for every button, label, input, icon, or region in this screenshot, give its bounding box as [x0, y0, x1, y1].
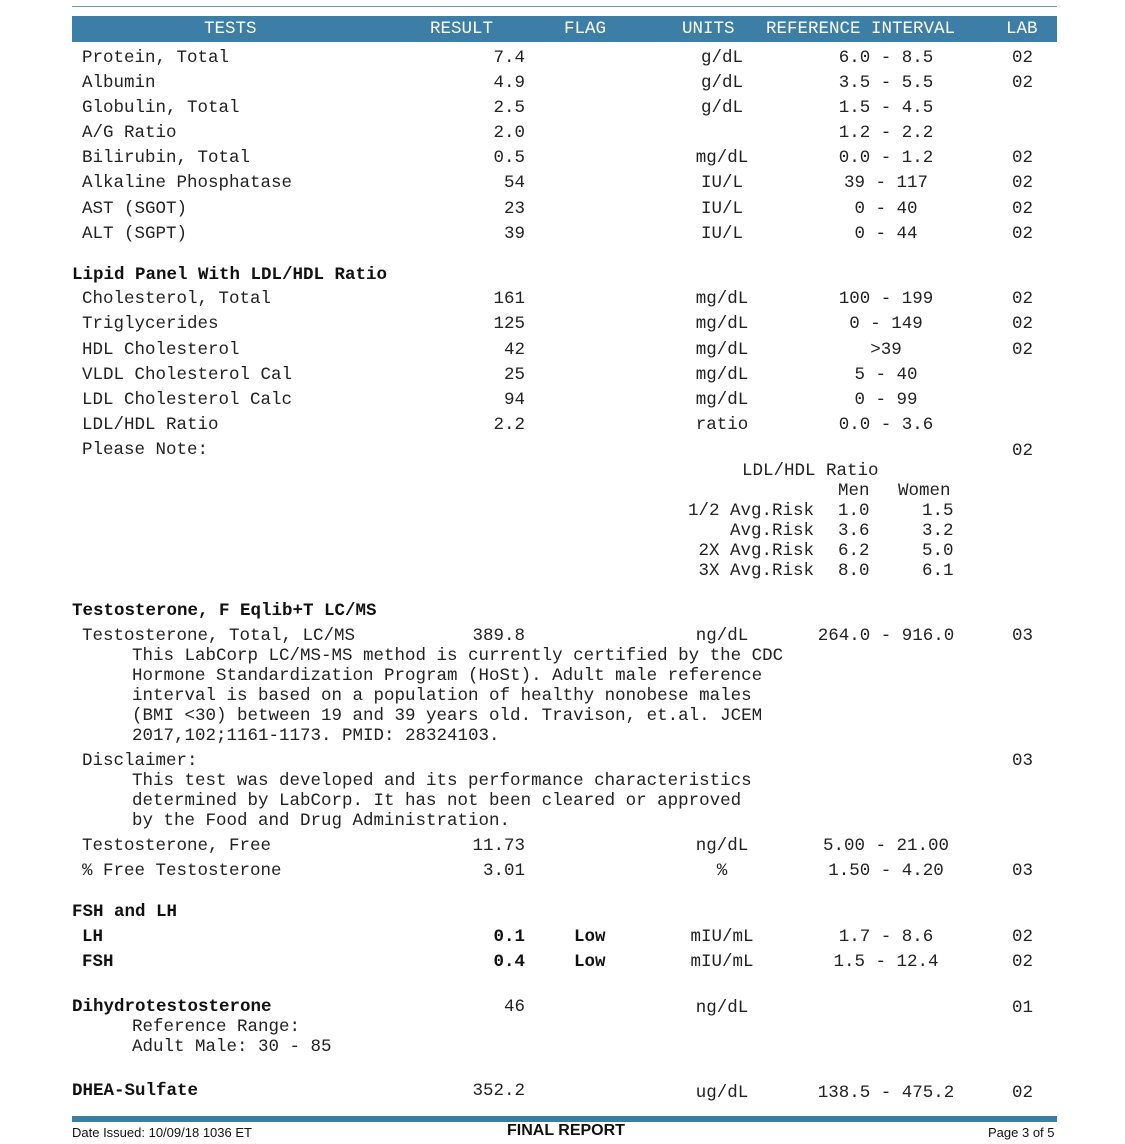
test-units: ug/dL [695, 1083, 749, 1103]
note-label: Please Note: [82, 440, 209, 460]
risk-men: 3.6 [838, 521, 870, 541]
section-title: Testosterone, F Eqlib+T LC/MS [72, 601, 377, 621]
section-title: Lipid Panel With LDL/HDL Ratio [72, 265, 388, 285]
test-lab: 02 [1012, 73, 1034, 93]
test-reference: 5.00 - 21.00 [822, 836, 950, 856]
test-units: ng/dL [695, 836, 749, 856]
test-result: 125 [493, 314, 525, 334]
test-lab: 03 [1012, 626, 1034, 646]
test-lab: 03 [1012, 861, 1034, 881]
risk-label: 3X Avg.Risk [698, 561, 814, 581]
test-units: mg/dL [695, 314, 749, 334]
test-reference: 1.5 - 12.4 [833, 952, 939, 972]
test-lab: 02 [1012, 314, 1034, 334]
section-title: Dihydrotestosterone [72, 997, 272, 1017]
risk-men: 6.2 [838, 541, 870, 561]
test-result: 0.1 [493, 927, 525, 947]
test-units: mIU/mL [690, 927, 754, 947]
test-units: mg/dL [695, 390, 749, 410]
test-units: mIU/mL [690, 952, 754, 972]
test-reference: 5 - 40 [854, 365, 918, 385]
test-reference: >39 [870, 340, 902, 360]
test-flag: Low [574, 952, 606, 972]
test-lab: 01 [1012, 998, 1034, 1018]
test-name: ALT (SGPT) [82, 224, 188, 244]
test-result: 23 [503, 199, 525, 219]
test-reference: 1.50 - 4.20 [828, 861, 944, 881]
test-reference: 6.0 - 8.5 [838, 48, 934, 68]
test-name: Protein, Total [82, 48, 230, 68]
test-name: Testosterone, Free [82, 836, 272, 856]
risk-women: 1.5 [922, 501, 954, 521]
test-result: 0.4 [493, 952, 525, 972]
risk-women: 6.1 [922, 561, 954, 581]
test-reference: 1.5 - 4.5 [838, 98, 934, 118]
test-reference: 264.0 - 916.0 [817, 626, 955, 646]
test-result: 25 [503, 365, 525, 385]
test-name: LH [82, 927, 104, 947]
test-name: HDL Cholesterol [82, 340, 240, 360]
top-rule [72, 6, 1057, 7]
test-units: g/dL [700, 73, 743, 93]
test-lab: 02 [1012, 952, 1034, 972]
test-lab: 02 [1012, 199, 1034, 219]
test-reference: 3.5 - 5.5 [838, 73, 934, 93]
test-units: mg/dL [695, 289, 749, 309]
test-units: IU/L [700, 224, 743, 244]
test-name: Globulin, Total [82, 98, 240, 118]
test-name: Cholesterol, Total [82, 289, 272, 309]
test-result: 4.9 [493, 73, 525, 93]
date-issued: Date Issued: 10/09/18 1036 ET [72, 1125, 252, 1140]
test-lab: 02 [1012, 927, 1034, 947]
test-name: Testosterone, Total, LC/MS [82, 626, 356, 646]
test-result: 11.73 [472, 836, 525, 856]
comment-line: (BMI <30) between 19 and 39 years old. Travison, et.al. JCEM [132, 706, 763, 726]
test-units: mg/dL [695, 365, 749, 385]
risk-label: 1/2 Avg.Risk [687, 501, 814, 521]
risk-title: LDL/HDL Ratio [742, 461, 879, 481]
header-units: UNITS [682, 19, 735, 39]
test-lab: 02 [1012, 340, 1034, 360]
header-flag: FLAG [564, 19, 607, 39]
risk-col-men: Men [838, 481, 870, 501]
section-title: FSH and LH [72, 902, 178, 922]
test-result: 2.5 [493, 98, 525, 118]
test-result: 2.2 [493, 415, 525, 435]
risk-col-women: Women [898, 481, 951, 501]
test-name: % Free Testosterone [82, 861, 282, 881]
test-name: LDL/HDL Ratio [82, 415, 219, 435]
test-result: 39 [503, 224, 525, 244]
test-reference: 0.0 - 1.2 [838, 148, 934, 168]
disclaimer-line: by the Food and Drug Administration. [132, 811, 511, 831]
test-result: 54 [503, 173, 525, 193]
risk-men: 8.0 [838, 561, 870, 581]
risk-women: 5.0 [922, 541, 954, 561]
test-units: ratio [695, 415, 749, 435]
test-units: ng/dL [695, 626, 749, 646]
test-lab: 02 [1012, 173, 1034, 193]
test-name: FSH [82, 952, 114, 972]
disclaimer-label: Disclaimer: [82, 751, 198, 771]
test-result: 0.5 [493, 148, 525, 168]
test-reference: 0 - 99 [854, 390, 918, 410]
header-reference: REFERENCE INTERVAL [766, 19, 956, 39]
test-lab: 02 [1012, 1083, 1034, 1103]
risk-women: 3.2 [922, 521, 954, 541]
risk-men: 1.0 [838, 501, 870, 521]
column-header-bar [72, 16, 1057, 42]
test-units: mg/dL [695, 340, 749, 360]
comment-line: interval is based on a population of healthy nonobese males [132, 686, 752, 706]
test-result: 389.8 [472, 626, 525, 646]
reference-range-value: Adult Male: 30 - 85 [132, 1037, 332, 1057]
test-reference: 1.7 - 8.6 [838, 927, 934, 947]
test-name: Alkaline Phosphatase [82, 173, 293, 193]
test-result: 42 [503, 340, 525, 360]
test-name: VLDL Cholesterol Cal [82, 365, 293, 385]
test-result: 161 [493, 289, 525, 309]
test-result: 94 [503, 390, 525, 410]
test-result: 7.4 [493, 48, 525, 68]
test-units: mg/dL [695, 148, 749, 168]
disclaimer-line: This test was developed and its performance characteristics [132, 771, 752, 791]
test-reference: 39 - 117 [843, 173, 928, 193]
risk-label: Avg.Risk [729, 521, 814, 541]
test-reference: 1.2 - 2.2 [838, 123, 934, 143]
test-result: 46 [503, 997, 525, 1017]
test-name: Bilirubin, Total [82, 148, 251, 168]
test-lab: 02 [1012, 148, 1034, 168]
header-lab: LAB [1006, 19, 1038, 39]
test-units: g/dL [700, 98, 743, 118]
test-reference: 0 - 40 [854, 199, 918, 219]
header-result: RESULT [430, 19, 494, 39]
test-reference: 100 - 199 [838, 289, 934, 309]
test-name: AST (SGOT) [82, 199, 188, 219]
test-lab: 02 [1012, 289, 1034, 309]
header-tests: TESTS [204, 19, 257, 39]
test-result: 2.0 [493, 123, 525, 143]
test-reference: 0.0 - 3.6 [838, 415, 934, 435]
risk-label: 2X Avg.Risk [698, 541, 814, 561]
comment-line: Hormone Standardization Program (HoSt). Adult male reference [132, 666, 763, 686]
test-units: IU/L [700, 199, 743, 219]
reference-range-label: Reference Range: [132, 1017, 301, 1037]
note-lab: 02 [1012, 441, 1034, 461]
comment-line: 2017,102;1161-1173. PMID: 28324103. [132, 726, 500, 746]
section-title: DHEA-Sulfate [72, 1081, 199, 1101]
test-reference: 0 - 149 [849, 314, 923, 334]
disclaimer-line: determined by LabCorp. It has not been cleared or approved [132, 791, 742, 811]
test-name: Triglycerides [82, 314, 219, 334]
disclaimer-lab: 03 [1012, 751, 1034, 771]
test-reference: 0 - 44 [854, 224, 918, 244]
test-name: LDL Cholesterol Calc [82, 390, 293, 410]
report-status: FINAL REPORT [507, 1122, 625, 1139]
test-units: % [716, 861, 728, 881]
comment-line: This LabCorp LC/MS-MS method is currently certified by the CDC [132, 646, 784, 666]
test-name: A/G Ratio [82, 123, 177, 143]
test-reference: 138.5 - 475.2 [817, 1083, 955, 1103]
page-number: Page 3 of 5 [988, 1125, 1055, 1140]
test-units: g/dL [700, 48, 743, 68]
test-lab: 02 [1012, 48, 1034, 68]
test-lab: 02 [1012, 224, 1034, 244]
test-units: ng/dL [695, 998, 749, 1018]
test-flag: Low [574, 927, 606, 947]
test-result: 3.01 [482, 861, 525, 881]
test-result: 352.2 [472, 1081, 525, 1101]
test-name: Albumin [82, 73, 156, 93]
test-units: IU/L [700, 173, 743, 193]
